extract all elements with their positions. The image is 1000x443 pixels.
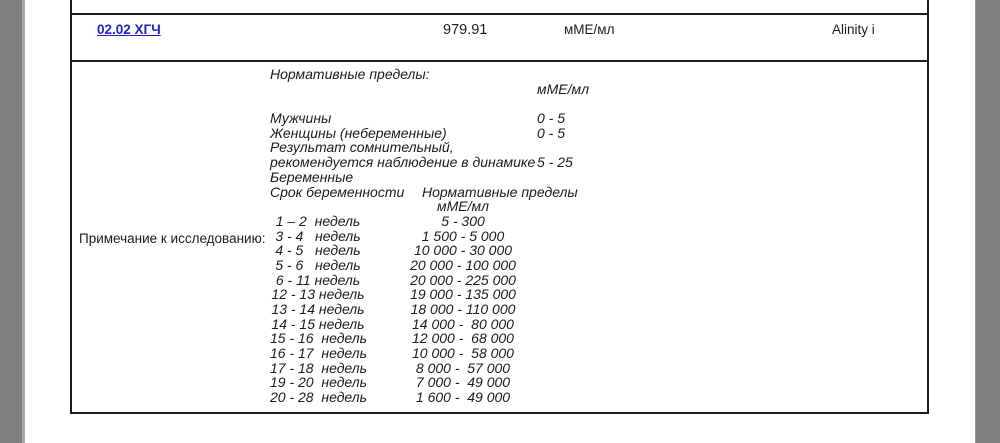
weeks-column-header: Срок беременности bbox=[270, 183, 405, 200]
range-cell: 20 000 - 225 000 bbox=[410, 271, 516, 288]
pregnancy-range-row bbox=[270, 273, 589, 288]
limit-line bbox=[270, 126, 589, 141]
viewer-margin-left bbox=[0, 0, 22, 443]
viewer-margin-right bbox=[976, 0, 1000, 443]
weeks-cell: 1 – 2 недель bbox=[275, 212, 361, 229]
test-result-row bbox=[72, 13, 927, 62]
range-cell: 1 600 - 49 000 bbox=[415, 389, 511, 406]
pregnancy-table-subheader bbox=[270, 199, 589, 214]
result-value: 979.91 bbox=[443, 22, 488, 38]
analyzer-name: Alinity i bbox=[832, 22, 875, 37]
pregnancy-range-row bbox=[270, 302, 589, 317]
blank-line bbox=[270, 96, 589, 111]
range-cell: 14 000 - 80 000 bbox=[412, 315, 514, 332]
limit-value: 0 - 5 bbox=[537, 124, 566, 141]
range-cell: 20 000 - 100 000 bbox=[410, 256, 516, 273]
weeks-cell: 15 - 16 недель bbox=[270, 330, 368, 347]
weeks-cell: 12 - 13 недель bbox=[271, 286, 365, 303]
range-cell: 8 000 - 57 000 bbox=[415, 359, 511, 376]
weeks-cell: 6 - 11 недель bbox=[275, 271, 361, 288]
pregnancy-range-row bbox=[270, 287, 589, 302]
range-cell: 18 000 - 110 000 bbox=[410, 301, 516, 317]
range-cell: 1 500 - 5 000 bbox=[421, 227, 505, 244]
pregnancy-range-row bbox=[270, 346, 589, 361]
limit-value: 5 - 25 bbox=[537, 154, 573, 171]
study-note-box bbox=[72, 62, 927, 412]
limit-label: рекомендуется наблюдение в динамике bbox=[270, 154, 536, 171]
range-cell: 19 000 - 135 000 bbox=[410, 286, 516, 303]
limits-unit: мМЕ/мл bbox=[537, 80, 589, 97]
weeks-cell: 17 - 18 недель bbox=[270, 359, 368, 376]
weeks-cell: 13 - 14 недель bbox=[271, 301, 365, 317]
range-cell: 10 000 - 30 000 bbox=[413, 242, 513, 259]
result-unit: мМЕ/мл bbox=[564, 22, 615, 37]
range-cell: 12 000 - 68 000 bbox=[412, 330, 514, 347]
limits-title: Нормативные пределы: bbox=[270, 66, 430, 82]
pregnancy-range-row bbox=[270, 243, 589, 258]
weeks-cell: 14 - 15 недель bbox=[271, 315, 365, 332]
limit-line bbox=[270, 111, 589, 126]
weeks-cell: 4 - 5 недель bbox=[275, 242, 361, 259]
limit-value: 0 - 5 bbox=[537, 110, 566, 127]
limits-title-line bbox=[270, 67, 589, 82]
pregnancy-range-row bbox=[270, 331, 589, 346]
weeks-cell: 19 - 20 недель bbox=[270, 374, 368, 391]
previous-row-remainder bbox=[72, 0, 927, 13]
range-cell: 10 000 - 58 000 bbox=[412, 345, 514, 362]
limit-line bbox=[270, 170, 589, 185]
limit-label: Мужчины bbox=[270, 110, 332, 127]
weeks-cell: 16 - 17 недель bbox=[270, 345, 368, 362]
limits-unit-line bbox=[270, 82, 589, 97]
range-cell: 5 - 300 bbox=[441, 212, 485, 229]
limit-label: Беременные bbox=[270, 168, 354, 185]
pregnancy-range-row bbox=[270, 229, 589, 244]
range-cell: 7 000 - 49 000 bbox=[415, 374, 511, 391]
limit-label: Женщины (небеременные) bbox=[270, 124, 447, 141]
limit-line bbox=[270, 140, 589, 155]
pregnancy-range-row bbox=[270, 258, 589, 273]
pregnancy-range-row bbox=[270, 390, 589, 405]
test-code-link[interactable]: 02.02 ХГЧ bbox=[97, 22, 161, 37]
pregnancy-range-row bbox=[270, 361, 589, 376]
reference-limits-block bbox=[270, 67, 589, 405]
limit-line bbox=[270, 155, 589, 170]
pregnancy-table-header bbox=[270, 185, 589, 200]
weeks-cell: 5 - 6 недель bbox=[275, 256, 361, 273]
limit-label: Результат сомнительный, bbox=[270, 139, 454, 156]
viewer-margin-left-edge bbox=[22, 0, 25, 443]
pregnancy-range-row bbox=[270, 375, 589, 390]
range-column-unit: мМЕ/мл bbox=[437, 198, 489, 215]
pregnancy-range-row bbox=[270, 317, 589, 332]
results-table bbox=[70, 0, 929, 414]
weeks-cell: 20 - 28 недель bbox=[270, 389, 368, 406]
range-column-header: Нормативные пределы bbox=[422, 183, 578, 200]
weeks-cell: 3 - 4 недель bbox=[275, 227, 361, 244]
note-label: Примечание к исследованию: bbox=[79, 231, 266, 246]
pregnancy-range-row bbox=[270, 214, 589, 229]
